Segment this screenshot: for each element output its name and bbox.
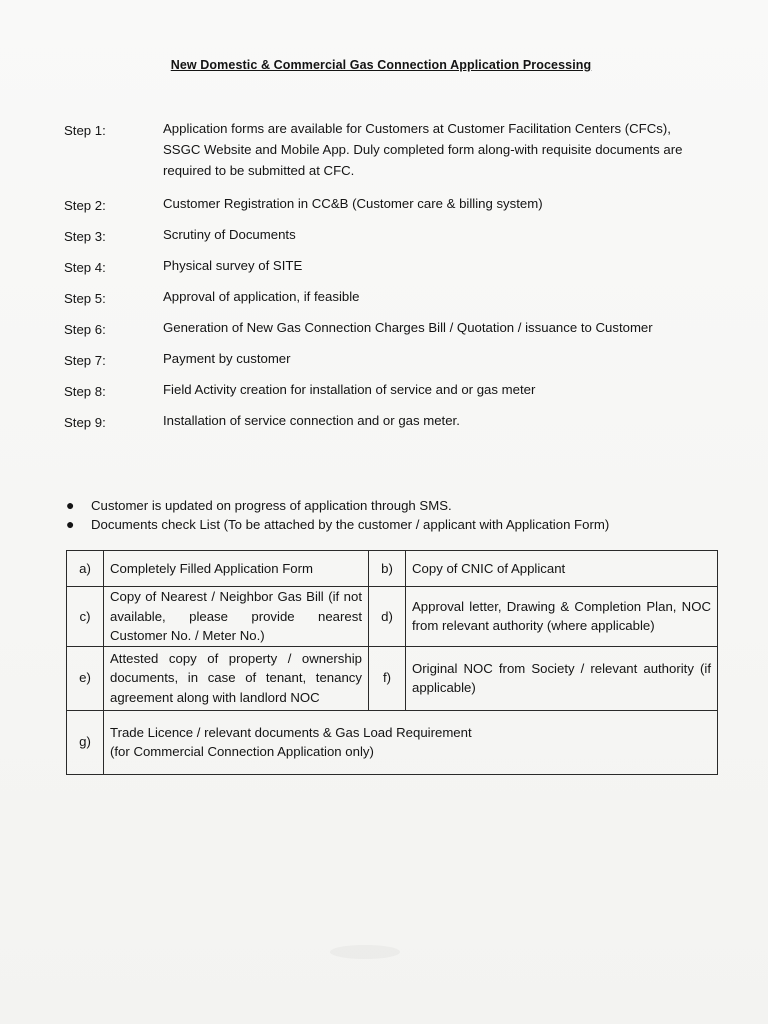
bullet-item [66, 496, 726, 515]
step-label: Step 8: [64, 384, 106, 399]
step-2 [64, 193, 714, 214]
step-label: Step 3: [64, 229, 106, 244]
step-text: Application forms are available for Customers at Customer Facilitation Centers (CFCs), SSGC Website and Mobile App. Duly completed form along-with requisite documents are required to be submitted at CFC. [163, 121, 683, 178]
item-key: e) [67, 646, 104, 710]
step-label: Step 5: [64, 291, 106, 306]
step-text: Customer Registration in CC&B (Customer care & billing system) [163, 196, 543, 211]
item-text-line: Trade Licence / relevant documents & Gas Load Requirement [110, 724, 472, 740]
step-label: Step 7: [64, 353, 106, 368]
step-text: Payment by customer [163, 351, 291, 366]
item-text: Copy of Nearest / Neighbor Gas Bill (if not available, please provide nearest Customer No. / Meter No.) [104, 587, 369, 647]
item-text: Approval letter, Drawing & Completion Plan, NOC from relevant authority (where applicable) [406, 587, 718, 647]
step-3 [64, 224, 714, 245]
step-text: Approval of application, if feasible [163, 289, 360, 304]
bullet-dot-icon: ● [66, 516, 75, 532]
step-label: Step 9: [64, 415, 106, 430]
table-row [67, 551, 718, 587]
document-title: New Domestic & Commercial Gas Connection Application Processing [170, 58, 592, 72]
item-key: a) [67, 551, 104, 587]
bullet-text: Documents check List (To be attached by the customer / applicant with Application Form) [91, 517, 610, 532]
step-label: Step 4: [64, 260, 106, 275]
paper-smudge [330, 945, 400, 959]
step-label: Step 6: [64, 322, 106, 337]
item-key: g) [67, 710, 104, 774]
step-label: Step 2: [64, 198, 106, 213]
item-text: Copy of CNIC of Applicant [406, 551, 718, 587]
documents-checklist-table [66, 550, 718, 775]
item-key: b) [369, 551, 406, 587]
step-text: Generation of New Gas Connection Charges Bill / Quotation / issuance to Customer [163, 320, 653, 335]
step-7 [64, 348, 714, 369]
step-text: Physical survey of SITE [163, 258, 303, 273]
step-label: Step 1: [64, 123, 106, 138]
item-text: Attested copy of property / ownership documents, in case of tenant, tenancy agreement along with landlord NOC [104, 646, 369, 710]
bullet-dot-icon: ● [66, 497, 75, 513]
step-6 [64, 317, 714, 338]
step-text: Field Activity creation for installation of service and or gas meter [163, 382, 536, 397]
step-text: Scrutiny of Documents [163, 227, 296, 242]
step-9 [64, 410, 714, 431]
step-8 [64, 379, 714, 400]
step-1 [64, 118, 714, 181]
step-text: Installation of service connection and or gas meter. [163, 413, 460, 428]
notes-list [66, 496, 726, 534]
item-key: c) [67, 587, 104, 647]
table-row [67, 710, 718, 774]
bullet-item [66, 515, 726, 534]
item-text: Completely Filled Application Form [104, 551, 369, 587]
step-5 [64, 286, 714, 307]
bullet-text: Customer is updated on progress of application through SMS. [91, 498, 452, 513]
table-row [67, 646, 718, 710]
item-key: f) [369, 646, 406, 710]
table-row [67, 587, 718, 647]
item-text-line: (for Commercial Connection Application only) [110, 744, 374, 759]
item-text [104, 710, 718, 774]
step-4 [64, 255, 714, 276]
item-key: d) [369, 587, 406, 647]
steps-list [64, 118, 714, 431]
item-text: Original NOC from Society / relevant authority (if applicable) [406, 646, 718, 710]
